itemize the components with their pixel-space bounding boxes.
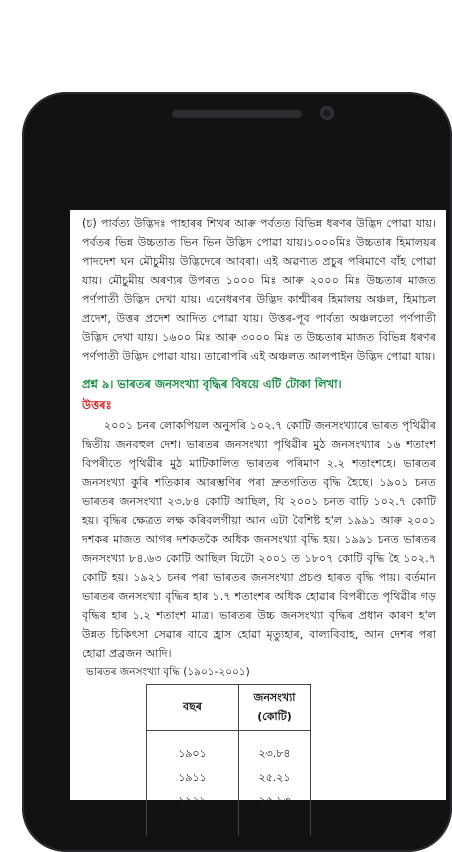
table-row: [147, 731, 311, 767]
table-caption: ভাৰতৰ জনসংখ্যা বৃদ্ধি (১৯০১-২০০১): [86, 666, 250, 678]
table-cell-year: ১৯৪১: [147, 813, 239, 836]
table-cell-population: ২৫.১৩: [239, 790, 311, 813]
table-cell-year: ১৯১১: [147, 767, 239, 790]
table-cell-population: ২৫.২১: [239, 767, 311, 790]
table-header-population: জনসংখ্যা (কোটি): [239, 685, 311, 731]
table-cell-year: ১৯২১: [147, 790, 239, 813]
table-cell-population: ২৩.৮৪: [239, 731, 311, 767]
table-row: [147, 813, 311, 836]
question-heading: প্ৰশ্ন ৯। ভাৰতৰ জনসংখ্যা বৃদ্ধিৰ বিষয়ে এটি টোকা লিখা।: [82, 377, 342, 391]
screen-content[interactable]: [70, 210, 446, 830]
table-row: [147, 790, 311, 813]
table-row: [147, 767, 311, 790]
table-header-year: বছৰ: [147, 685, 239, 731]
table-cell-year: ১৯০১: [147, 731, 239, 767]
answer-label: উত্তৰঃ: [82, 398, 112, 412]
camera-icon: [320, 106, 334, 120]
paragraph-population-growth: ২০০১ চনৰ লোকপিয়ল অনুসৰি ১০২.৭ কোটি জনসংখ্যাৰে ভাৰত পৃথিৱীৰ দ্বিতীয় জনবহুল দেশ। ভাৰতৰ জনসংখ্যা পৃথিৱীৰ মুঠ জনসংখ্যাৰ ১৬ শতাংশ বিপৰীতে পৃথিৱীৰ মুঠ মাটিকালিত ভাৰতৰ পৰিমাণ ২.২ শতাংশহে। ভাৰতৰ জনসংখ্যা কুৰি শতিকাৰ আৰম্ভণিৰ পৰা দ্ৰুতগতিত বৃদ্ধি হৈছে। ১৯০১ চনত ভাৰতৰ জনসংখ্যা ২৩.৮৪ কোটি আছিল, যি ২০০১ চনত বাঢ়ি ১০২.৭ কোটি হয়। বৃদ্ধিৰ ক্ষেত্ৰত লক্ষ কৰিবলগীয়া আন এটা বৈশিষ্ট হ'ল ১৯৯১ আৰু ২০০১ দশকৰ মাজত আগৰ দশকতকৈ অধিক জনসংখ্যা বৃদ্ধি হয়। ১৯৯১ চনত ভাৰতৰ জনসংখ্যা ৮৪.৬৩ কোটি আছিল যিটো ২০০১ ত ১৮০৭ কোটি বৃদ্ধি হৈ ১০২.৭ কোটি হয়। ১৯২১ চনৰ পৰা ভাৰতৰ জনসংখ্যা প্ৰচণ্ড হাৰত বৃদ্ধি পায়। বৰ্তমান ভাৰতৰ জনসংখ্যা বৃদ্ধিৰ হাৰ ১.৭ শতাংশৰ অধিক হোৱাৰ বিপৰীতে পৃথিৱীৰ গড় বৃদ্ধিৰ হাৰ ১.২ শতাংশ মাত্ৰ। ভাৰতৰ উচ্চ জনসংখ্যা বৃদ্ধিৰ প্ৰধান কাৰণ হ'ল উন্নত চিকিৎসা সেৱাৰ বাবে হ্ৰাস হোৱা মৃত্যুহাৰ, বাল্যবিবাহ, আন দেশৰ পৰা হোৱা প্ৰব্ৰজন আদি।: [82, 419, 436, 660]
population-table: [146, 684, 311, 836]
paragraph-mountain-vegetation: (চ) পাৰ্বত্য উদ্ভিদঃ পাহাৰৰ শিখৰ আৰু পৰ্বতত বিভিন্ন ধৰণৰ উদ্ভিদ পোৱা যায়। পৰ্বতৰ ভিন্ন উচ্চতাত ভিন ভিন উদ্ভিদ পোৱা যায়।১০০০মিঃ উচ্চতাৰ হিমালয়ৰ পাদদেশ ঘন মৌচুমীয় উদ্ভিদেৰে আবৰা। এই অৱণ্যত প্ৰচুৰ পৰিমাণে বাঁহ পোৱা যায়। মৌচুমীয় অৰণ্যৰ উপৰত ১০০০ মিঃ আৰু ২০০০ মিঃ উচ্চতাৰ মাজত পৰ্ণপাতী উদ্ভিদ দেখা যায়। এনেধৰণৰ উদ্ভিদ কাশ্মীৰৰ হিমালয় অঞ্চল, হিমাচল প্ৰদেশ, উত্তৰ প্ৰদেশ আদিত পোৱা যায়। উত্তৰ-পূব পাৰ্বত্য অঞ্চলতো পৰ্ণপাতী উদ্ভিদ দেখা যায়। ১৬০০ মিঃ আৰু ৩০০০ মিঃ ত উচ্চতাৰ মাজত বিভিন্ন ধৰণৰ পৰ্ণপাতী উদ্ভিদ পোৱা যায়। তাৰোপৰি এই অঞ্চলত আলপাইন উদ্ভিদ পোৱা যায়।: [82, 217, 436, 363]
table-cell-population: ৩১.৮৬: [239, 813, 311, 836]
